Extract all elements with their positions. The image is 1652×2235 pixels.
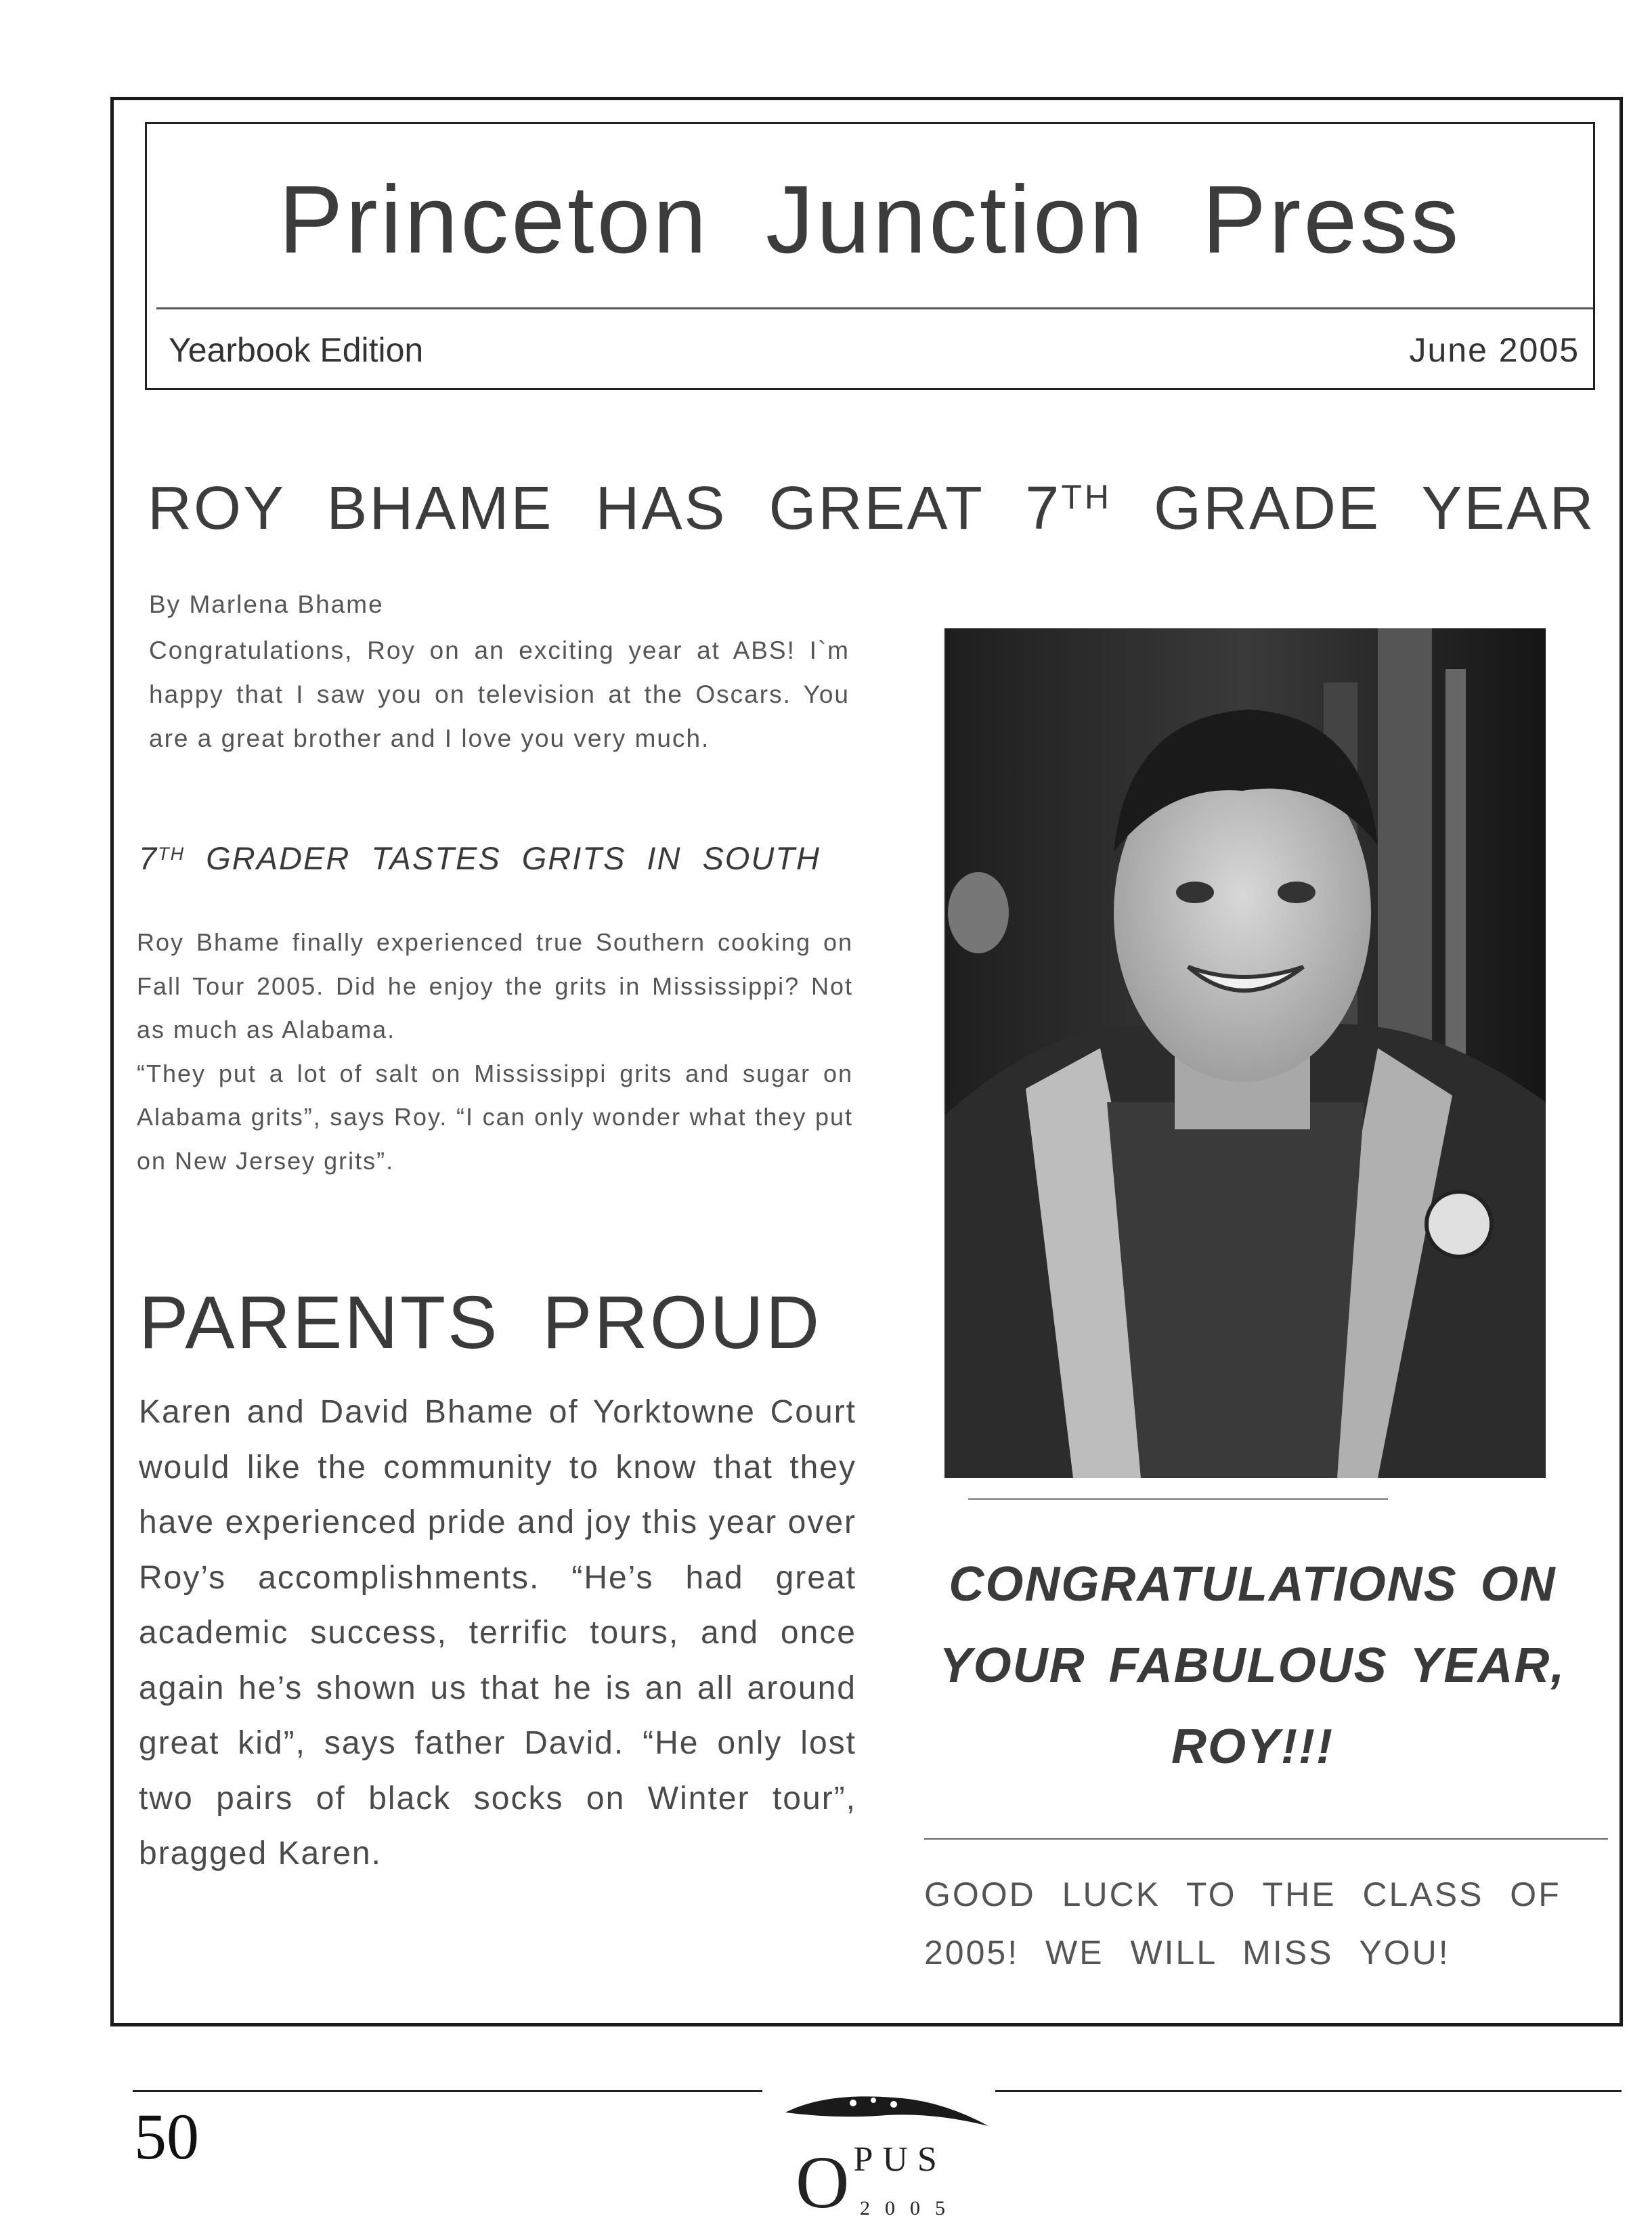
article2-paragraph-2: “They put a lot of salt on Mississippi grits and sugar on Alabama grits”, says Roy. “I can only wonder what they put on New Jersey grits”.	[137, 1059, 853, 1175]
footer-rule-right	[995, 2090, 1622, 2092]
main-headline	[148, 474, 1596, 544]
opus-rest: PUS	[853, 2140, 947, 2179]
subhead-text: GRADER TASTES GRITS IN SOUTH	[185, 840, 821, 876]
article2-headline	[139, 840, 821, 877]
article2-body	[137, 921, 853, 1183]
student-photo	[944, 628, 1546, 1478]
subhead-superscript: TH	[158, 844, 186, 864]
byline: By Marlena Bhame	[149, 590, 384, 618]
good-luck-message: GOOD LUCK TO THE CLASS OF 2005! WE WILL MISS YOU!	[924, 1875, 1561, 1972]
issue-date: June 2005	[1409, 331, 1580, 369]
logo-swoosh-icon	[785, 2096, 988, 2126]
edition-label: Yearbook Edition	[169, 331, 424, 369]
sidebar-divider	[924, 1838, 1608, 1840]
headline-text-end: GRADE YEAR	[1111, 475, 1596, 542]
opus-year: 2005	[860, 2197, 960, 2219]
subhead-number: 7	[139, 840, 158, 876]
article3-body: Karen and David Bhame of Yorktowne Court would like the community to know that they have experienced pride and joy this year over Roy’s accomplishments. “He’s had great academic success, terrific tours, and once again he’s shown us that he is an all around great kid”, says father David. “He only lost two pairs of black socks on Winter tour”, bragged Karen.	[139, 1394, 856, 1871]
footer-rule-left	[133, 2090, 762, 2092]
opus-first-letter: O	[796, 2141, 854, 2223]
congratulations-message: CONGRATULATIONS ON YOUR FABULOUS YEAR, ROY!!!	[939, 1557, 1566, 1774]
masthead	[145, 122, 1595, 390]
article2-paragraph-1: Roy Bhame finally experienced true Southern cooking on Fall Tour 2005. Did he enjoy the grits in Mississippi? Not as much as Alabama.	[137, 928, 853, 1043]
article3-headline: PARENTS PROUD	[139, 1281, 822, 1364]
newspaper-title: Princeton Junction Press	[278, 166, 1462, 274]
headline-text: ROY BHAME HAS GREAT 7	[148, 475, 1062, 542]
article1-body: Congratulations, Roy on an exciting year at ABS! I`m happy that I saw you on television at the Oscars. You are a great brother and I love you very much.	[149, 636, 850, 752]
page-number: 50	[134, 2100, 199, 2173]
headline-superscript: TH	[1061, 478, 1112, 516]
masthead-divider	[156, 307, 1593, 309]
photo-caption-rule	[968, 1498, 1388, 1500]
